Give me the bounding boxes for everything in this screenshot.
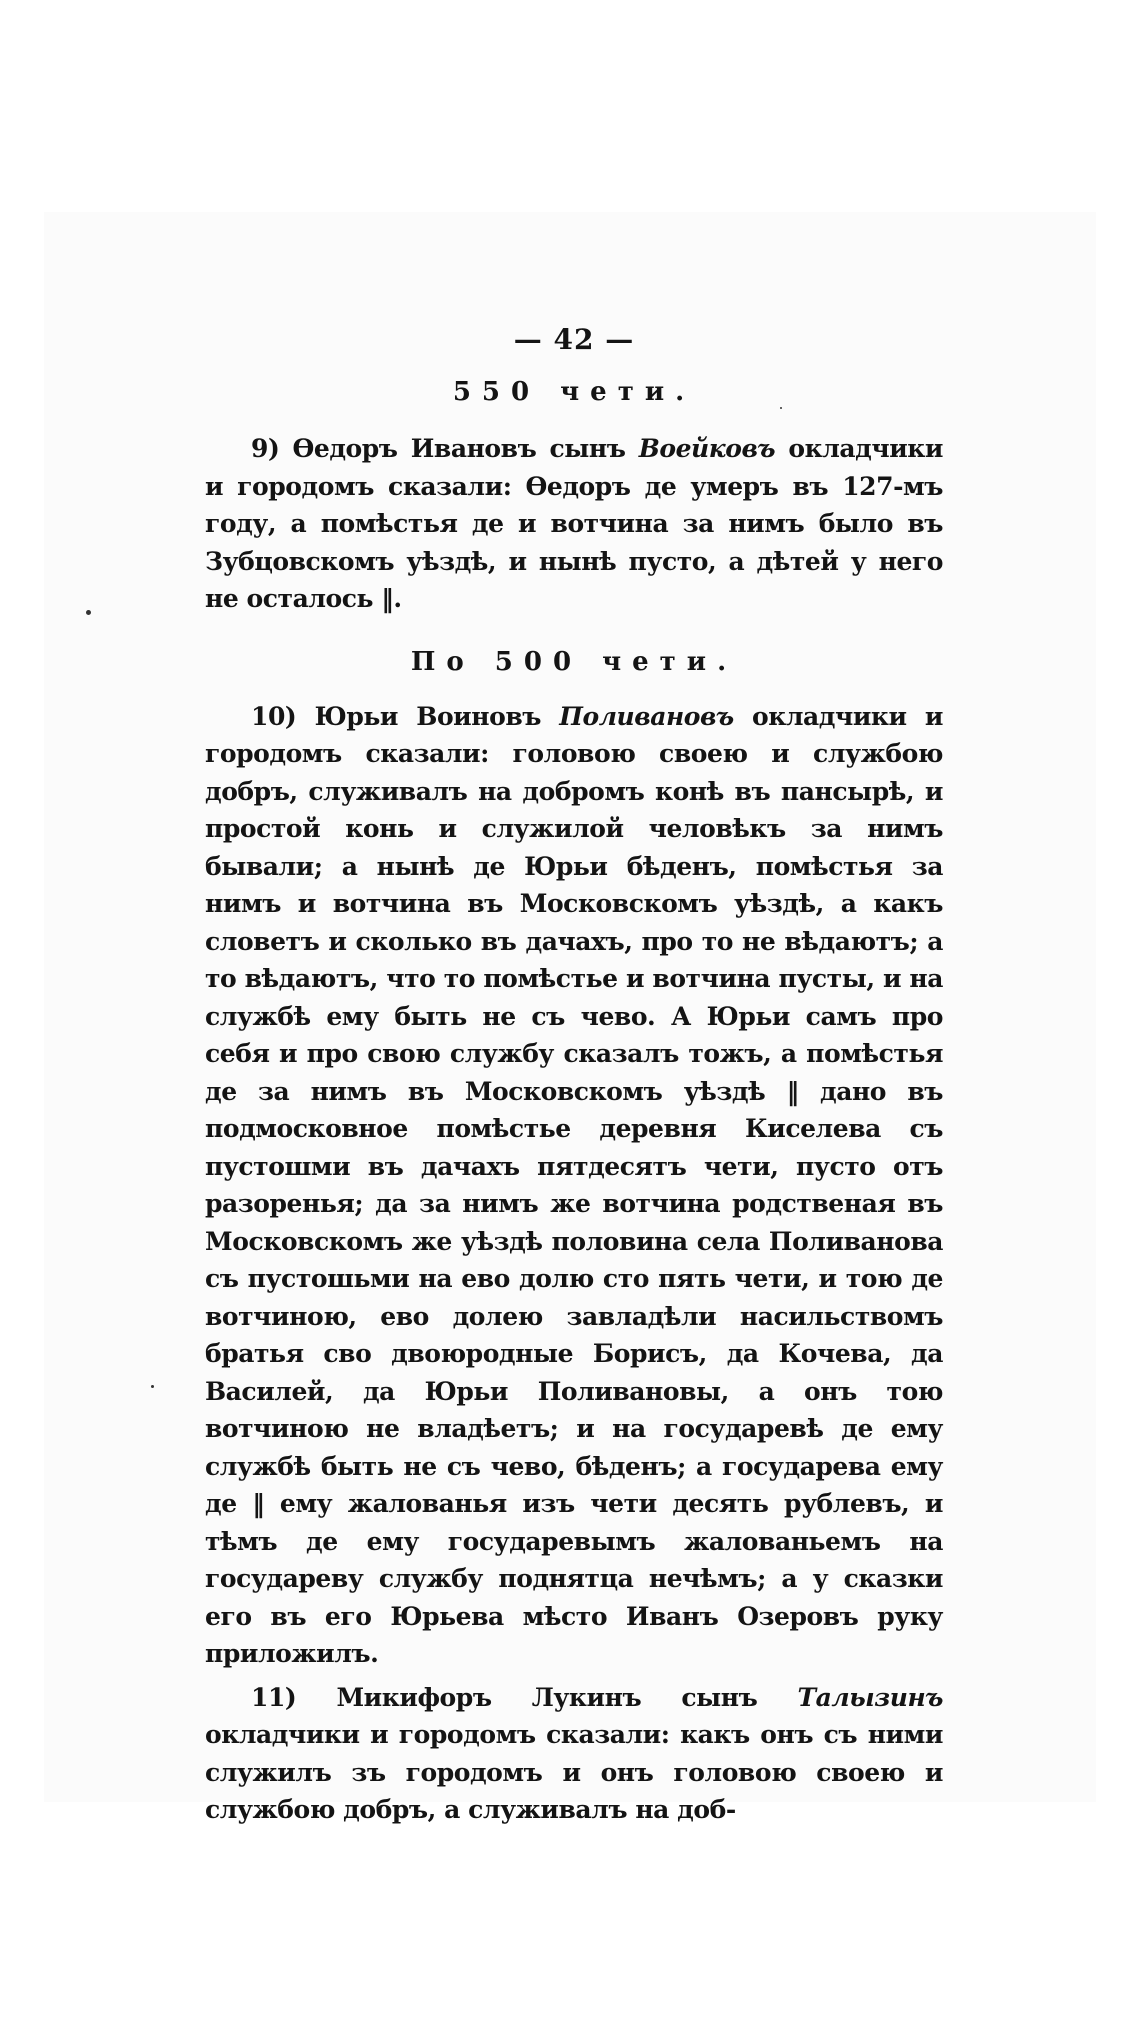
entry-number: 11) bbox=[251, 1682, 297, 1712]
page-body bbox=[205, 312, 943, 1829]
section-heading: По 500 чети. bbox=[410, 646, 738, 677]
entry-paragraph bbox=[205, 1679, 943, 1829]
entry-text: окладчики и городомъ сказали: головою своею и службою добръ, служивалъ на добромъ конѣ въ пансырѣ, и простой конь и служилой человѣкъ за нимъ бывали; а нынѣ де Юрьи бѣденъ, помѣстья за нимъ и вотчина въ Московскомъ уѣздѣ, а какъ словетъ и сколько въ дачахъ, про то не вѣдаютъ; а то вѣдаютъ, что то помѣстье и вотчина пусты, и на службѣ ему быть не съ чево. А Юрьи самъ про себя и про свою службу сказалъ тожъ, а помѣстья де за нимъ въ Московскомъ уѣздѣ ‖ дано въ подмосковное помѣстье деревня Киселева съ пустошми въ дачахъ пятдесятъ чети, пусто отъ разоренья; да за нимъ же вотчина родственая въ Московскомъ же уѣздѣ половина села Поливанова съ пустошьми на ево долю сто пять чети, и тою де вотчиною, ево долею завладѣли насильствомъ братья сво двоюродные Борисъ, да Кочева, да Василей, да Юрьи Поливановы, а онъ тою вотчиною не владѣетъ; и на государевѣ де ему службѣ быть не съ чево, бѣденъ; а государева ему де ‖ ему жалованья изъ чети десять рублевъ, и тѣмъ де ему государевымъ жалованьемъ на государеву службу поднятца нечѣмъ; а у сказки его въ его Юрьева мѣсто Иванъ Озеровъ руку приложилъ. bbox=[205, 701, 943, 1668]
ink-speck bbox=[151, 1385, 154, 1388]
entry-paragraph bbox=[205, 698, 943, 1673]
entry-paragraph bbox=[205, 430, 943, 618]
entry-name: Микифоръ Лукинъ сынъ bbox=[336, 1682, 758, 1712]
entry-name: Юрьи Воиновъ bbox=[314, 701, 541, 731]
entry-text: окладчики и городомъ сказали: какъ онъ съ ними служилъ зъ городомъ и онъ головою своею и службою добръ, а служивалъ на доб- bbox=[205, 1720, 943, 1824]
entry-number: 9) bbox=[251, 434, 280, 463]
entry-surname: Талызинъ bbox=[797, 1682, 943, 1712]
page-number: — 42 — bbox=[513, 323, 635, 356]
entry-name: Өедоръ Ивановъ сынъ bbox=[292, 434, 626, 463]
entry-surname: Поливановъ bbox=[559, 701, 734, 731]
entry-number: 10) bbox=[251, 701, 297, 731]
entry-text: окладчики и городомъ сказали: Өедоръ де умеръ въ 127-мъ году, а помѣстья де и вотчина за нимъ было въ Зубцовскомъ уѣздѣ, и нынѣ пусто, а дѣтей у него не осталось ‖. bbox=[205, 434, 943, 613]
ink-speck bbox=[86, 610, 91, 615]
section-heading: 550 чети. bbox=[452, 377, 696, 407]
entry-surname: Воейковъ bbox=[638, 434, 776, 463]
